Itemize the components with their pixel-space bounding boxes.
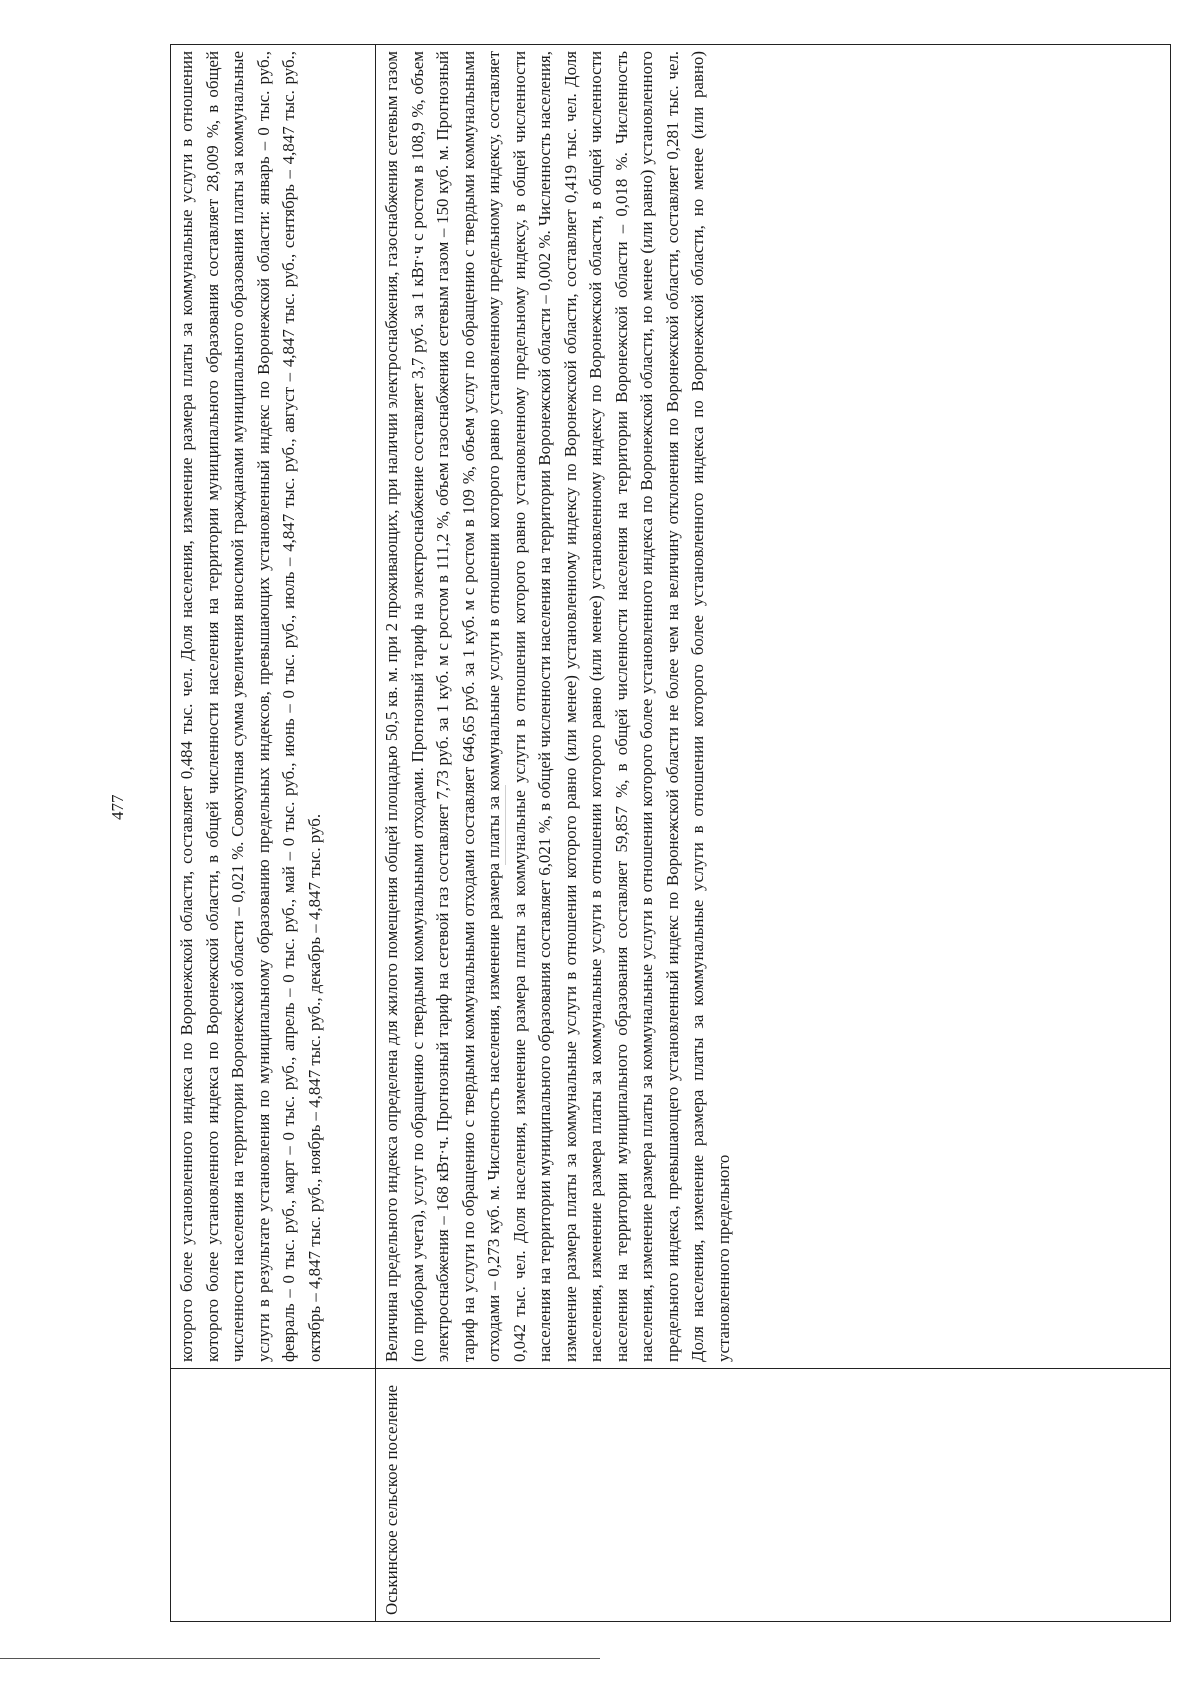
table-row [171, 45, 376, 1622]
index-description-cell: Величина предельного индекса определена для жилого помещения общей площадью 50,5 кв. м. при 2 проживающих, при наличии электроснабжения, газоснабжения сетевым газом (по приборам учета), услуг по обращению с твердыми коммунальными отходами. Прогнозный тариф на электроснабжение составляет 3,7 руб. за 1 кВт·ч с ростом в 108,9 %, объем электроснабжения – 168 кВт·ч. Прогнозный тариф на сетевой газ составляет 7,73 руб. за 1 куб. м с ростом в 111,2 %, объем газоснабжения сетевым газом – 150 куб. м. Прогнозный тариф на услуги по обращению с твердыми коммунальными отходами составляет 646,65 руб. за 1 куб. м с ростом в 109 %, объем услуг по обращению с твердыми коммунальными отходами – 0,273 куб. м. Численность населения, изменение размера платы за коммунальные услуги в отношении которого равно установленному предельному индексу, составляет 0,042 тыс. чел. Доля населения, изменение размера платы за коммунальные услуги в отношении которого равно установленному предельному индексу, в общей численности населения на территории муниципального образования составляет 6,021 %, в общей численности населения на территории Воронежской области – 0,002 %. Численность населения, изменение размера платы за коммунальные услуги в отношении которого равно (или менее) установленному индексу по Воронежской области, составляет 0,419 тыс. чел. Доля населения, изменение размера платы за коммунальные услуги в отношении которого равно (или менее) установленному индексу по Воронежской области, в общей численности населения на территории муниципального образования составляет 59,857 %, в общей численности населения на территории Воронежской области – 0,018 %. Численность населения, изменение размера платы за коммунальные услуги в отношении которого более установленного индекса по Воронежской области, но менее (или равно) установленного предельного индекса, превышающего установленный индекс по Воронежской области не более чем на величину отклонения по Воронежской области, составляет 0,281 тыс. чел. Доля населения, изменение размера платы за коммунальные услуги в отношении которого более установленного индекса по Воронежской области, но менее (или равно) установленного предельного [376, 45, 1171, 1369]
index-description-cell: которого более установленного индекса по Воронежской области, составляет 0,484 тыс. чел. Доля населения, изменение размера платы за коммунальные услуги в отношении которого более установленного индекса по Воронежской области, в общей численности населения на территории муниципального образования составляет 28,009 %, в общей численности населения на территории Воронежской области – 0,021 %. Совокупная сумма увеличения вносимой гражданами муниципального образования платы за коммунальные услуги в результате установления по муниципальному образованию предельных индексов, превышающих установленный индекс по Воронежской области: январь – 0 тыс. руб., февраль – 0 тыс. руб., март – 0 тыс. руб., апрель – 0 тыс. руб., май – 0 тыс. руб., июнь – 0 тыс. руб., июль – 4,847 тыс. руб., август – 4,847 тыс. руб., сентябрь – 4,847 тыс. руб., октябрь – 4,847 тыс. руб., ноябрь – 4,847 тыс. руб., декабрь – 4,847 тыс. руб. [171, 45, 376, 1369]
rotated-table-container [170, 44, 1170, 1622]
municipal-index-table [170, 44, 1171, 1622]
municipality-name-cell: Оськинское сельское поселение [376, 1369, 1171, 1622]
table-row [376, 45, 1171, 1622]
page-bottom-rule [0, 1658, 600, 1659]
municipality-name-cell [171, 1369, 376, 1622]
page-number: 477 [108, 794, 127, 820]
